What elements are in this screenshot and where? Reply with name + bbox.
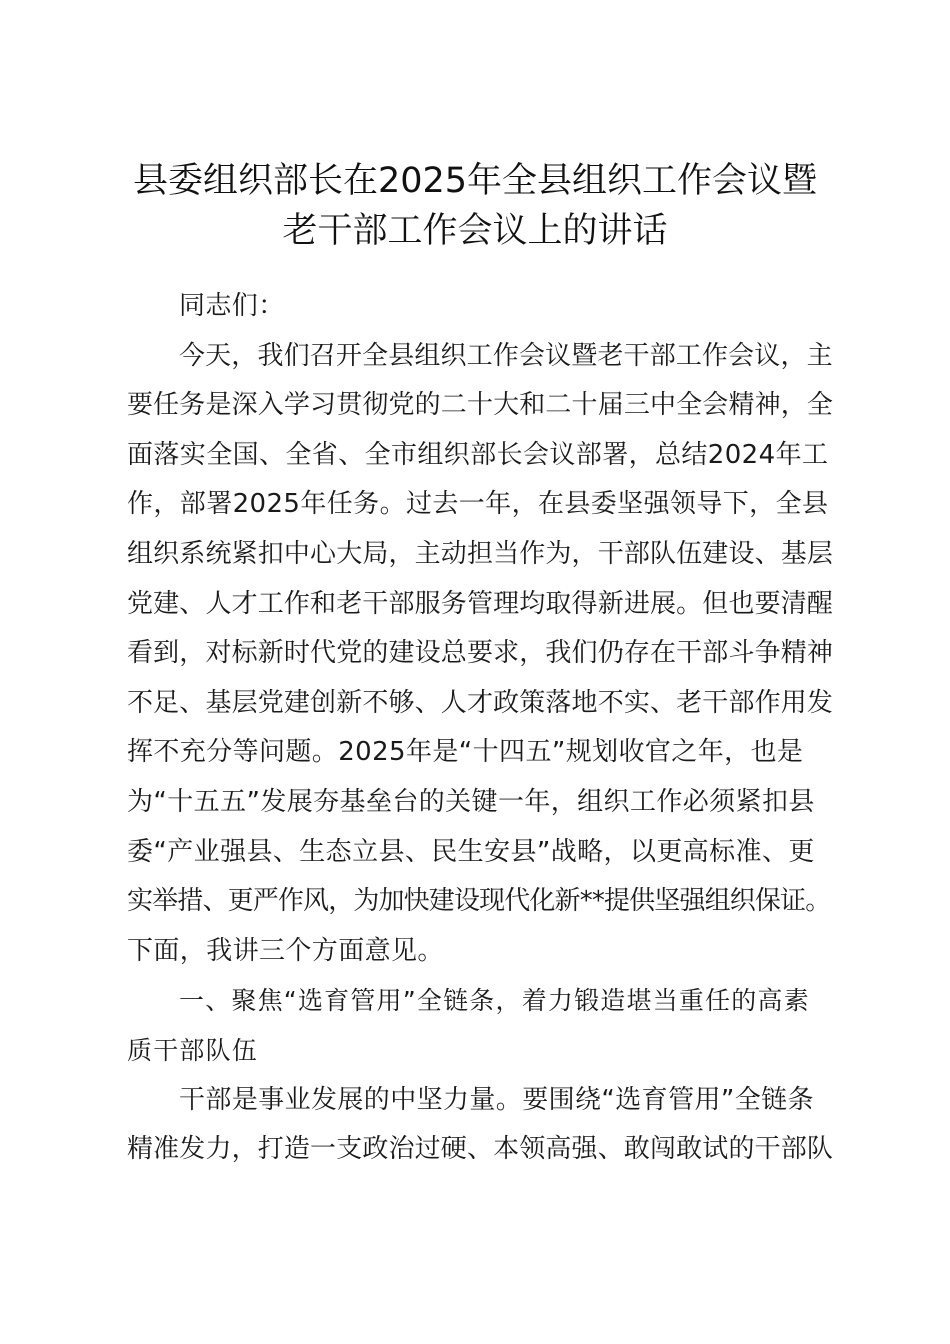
paragraph-line: 实举措、更严作风，为加快建设现代化新**提供坚强组织保证。 — [127, 886, 831, 917]
paragraph-section-one — [127, 1076, 833, 1175]
section-heading — [127, 976, 833, 1075]
paragraph-line: 为“十五五”发展夯基垒台的关键一年，组织工作必须紧扣县 — [127, 786, 815, 817]
title-line: 县委组织部长在2025年全县组织工作会议暨 — [132, 161, 818, 201]
paragraph-line: 不足、基层党建创新不够、人才政策落地不实、老干部作用发 — [127, 687, 834, 718]
paragraph-line: 今天，我们召开全县组织工作会议暨老干部工作会议，主 — [179, 340, 833, 371]
paragraph-line: 党建、人才工作和老干部服务管理均取得新进展。但也要清醒 — [127, 588, 834, 619]
paragraph-line: 挥不充分等问题。2025年是“十四五”规划收官之年，也是 — [127, 737, 804, 768]
paragraph-line: 下面，我讲三个方面意见。 — [127, 935, 444, 966]
document-title — [100, 156, 850, 256]
paragraph-line: 干部是事业发展的中坚力量。要围绕“选育管用”全链条 — [179, 1084, 814, 1115]
paragraph-line: 作，部署2025年任务。过去一年，在县委坚强领导下，全县 — [127, 489, 829, 520]
document-body — [127, 282, 833, 1175]
heading-line: 一、聚焦“选育管用”全链条，着力锻造堪当重任的高素 — [179, 986, 810, 1016]
salutation-text: 同志们： — [179, 291, 285, 321]
paragraph-line: 精准发力，打造一支政治过硬、本领高强、敢闯敢试的干部队 — [127, 1134, 834, 1165]
paragraph-line: 委“产业强县、生态立县、民生安县”战略，以更高标准、更 — [127, 836, 815, 867]
title-line: 老干部工作会议上的讲话 — [282, 211, 668, 251]
paragraph-line: 看到，对标新时代党的建设总要求，我们仍存在干部斗争精神 — [127, 638, 834, 669]
salutation — [127, 282, 833, 332]
paragraph-line: 组织系统紧扣中心大局，主动担当作为，干部队伍建设、基层 — [127, 538, 834, 569]
paragraph-line: 面落实全国、全省、全市组织部长会议部署，总结2024年工 — [127, 439, 829, 470]
paragraph-intro — [127, 332, 833, 977]
paragraph-line: 要任务是深入学习贯彻党的二十大和二十届三中全会精神，全 — [127, 390, 834, 421]
heading-line: 质干部队伍 — [127, 1035, 259, 1065]
